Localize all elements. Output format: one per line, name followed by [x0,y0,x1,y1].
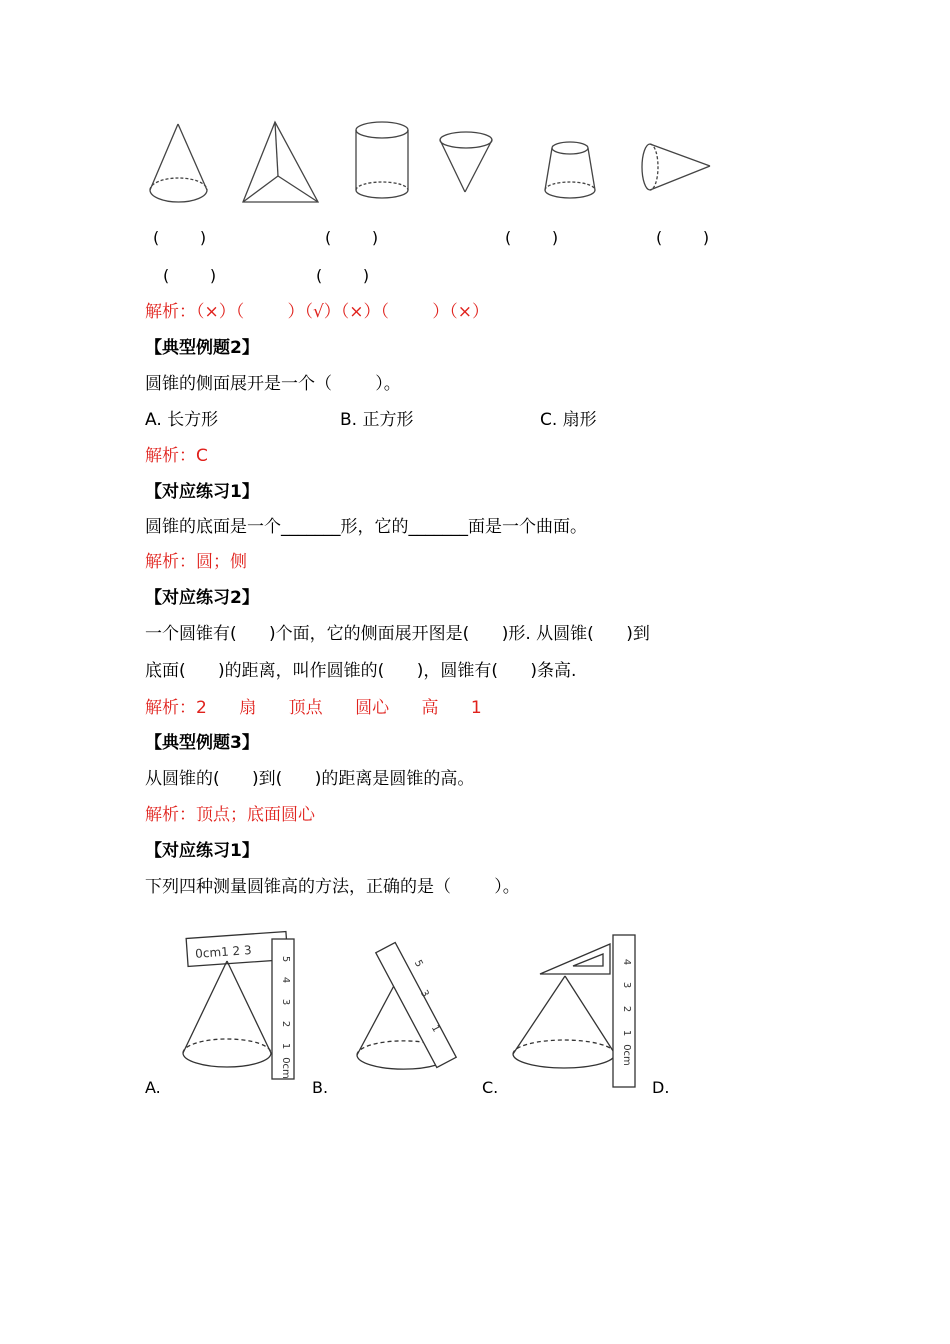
sideways-cone-shape [642,144,710,190]
practice2-line2: 底面( )的距离，叫作圆锥的( )，圆锥有( )条高. [145,661,577,681]
answer-blank-2: ( ) [325,228,379,247]
practice1-header: 【对应练习1】 [145,482,259,502]
example3-header: 【典型例题3】 [145,733,259,753]
answer-blank-5: ( ) [163,266,217,285]
svg-text:4: 4 [621,958,632,966]
svg-text:3: 3 [417,988,431,1000]
analysis-1: 解析：（×）（ ）（√）（×）（ ）（×） [145,302,490,322]
option-d-label: D. [652,1078,670,1097]
pyramid-shape [243,122,318,202]
option-c-label: C. [482,1078,499,1097]
svg-text:5: 5 [411,958,425,970]
practice3-header: 【对应练习1】 [145,841,259,861]
svg-text:0cm1 2 3: 0cm1 2 3 [194,943,253,961]
svg-text:2: 2 [280,1020,291,1028]
example2-analysis: 解析：C [145,446,208,466]
practice1-analysis: 解析：圆；侧 [145,552,247,572]
practice3-question: 下列四种测量圆锥高的方法，正确的是（ ）。 [145,877,520,897]
svg-text:1: 1 [621,1029,632,1037]
answer-blank-3: ( ) [505,228,559,247]
measure-figure-c [505,930,640,1090]
svg-text:3: 3 [621,981,632,989]
svg-text:5: 5 [280,955,291,963]
inverted-cone-shape [440,132,492,192]
measure-figure-a [175,925,305,1085]
svg-text:1: 1 [428,1023,442,1035]
cone-shape [150,124,207,202]
svg-text:0cm: 0cm [280,1057,291,1079]
svg-text:1: 1 [280,1042,291,1050]
answer-blank-6: ( ) [316,266,370,285]
practice1-question: 圆锥的底面是一个_______形，它的_______面是一个曲面。 [145,517,587,537]
cylinder-shape [356,122,408,198]
example3-analysis: 解析：顶点；底面圆心 [145,805,315,825]
answer-blank-4: ( ) [656,228,710,247]
example2-header: 【典型例题2】 [145,338,259,358]
example2-option-c: C. 扇形 [540,410,597,430]
svg-text:3: 3 [280,998,291,1006]
measure-figure-b [345,935,475,1085]
practice2-analysis: 解析：2 扇 顶点 圆心 高 1 [145,698,482,718]
svg-text:0cm: 0cm [621,1044,632,1066]
example2-question: 圆锥的侧面展开是一个（ ）。 [145,374,401,394]
option-b-label: B. [312,1078,329,1097]
solids-figure [140,110,730,210]
frustum-shape [545,142,595,198]
practice2-line1: 一个圆锥有( )个面，它的侧面展开图是( )形. 从圆锥( )到 [145,624,650,644]
example3-question: 从圆锥的( )到( )的距离是圆锥的高。 [145,769,475,789]
svg-text:4: 4 [280,976,291,984]
practice2-header: 【对应练习2】 [145,588,259,608]
example2-option-a: A. 长方形 [145,410,219,430]
example2-option-b: B. 正方形 [340,410,414,430]
answer-blank-1: ( ) [153,228,207,247]
svg-text:2: 2 [621,1005,632,1013]
option-a-label: A. [145,1078,161,1097]
